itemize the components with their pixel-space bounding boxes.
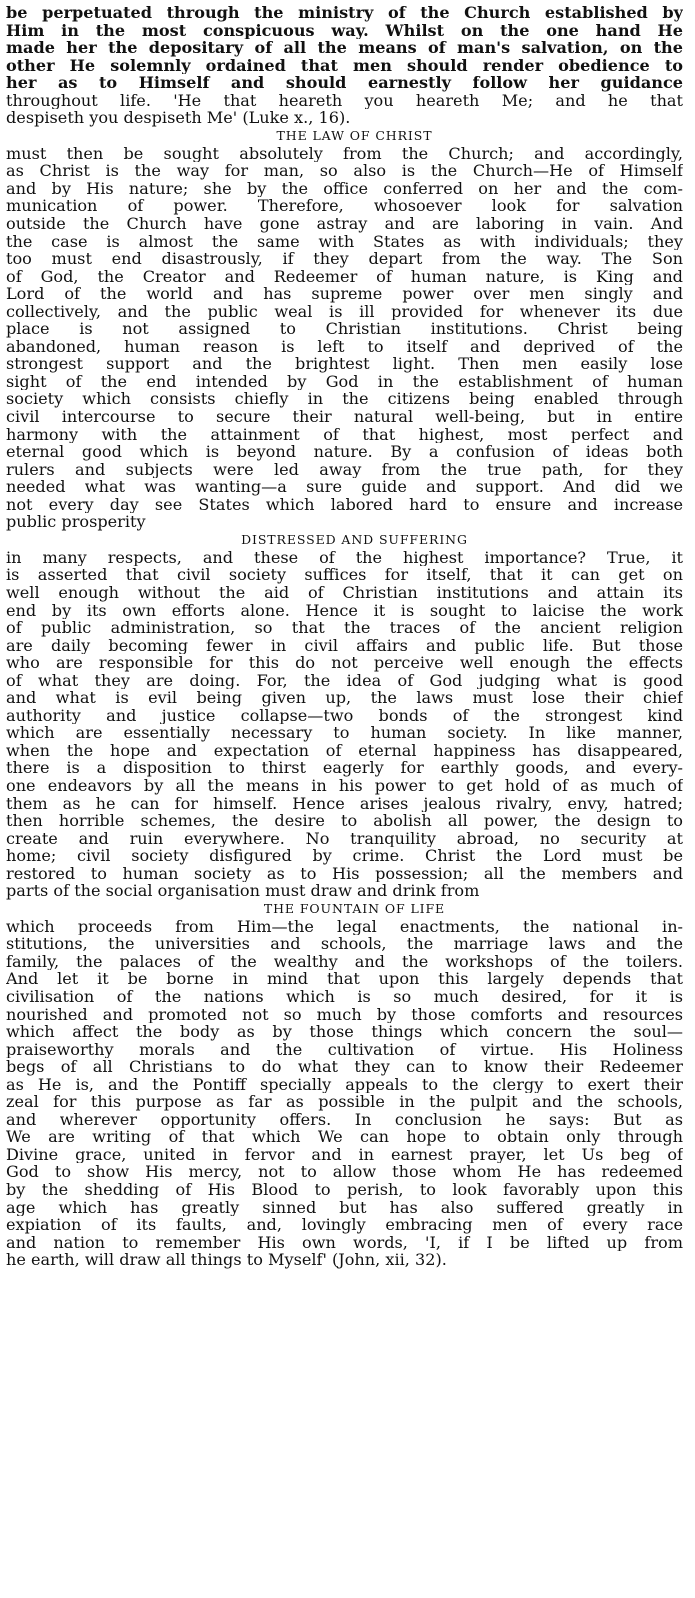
text-line: of public administration, so that the traces of the ancient religion — [6, 619, 683, 637]
text-line: sight of the end intended by God in the establishment of human — [6, 372, 683, 391]
text-line: collectively, and the public weal is ill provided for whenever its due — [6, 302, 683, 321]
text-line: there is a disposition to thirst eagerly for earthly goods, and every- — [6, 759, 683, 777]
text-line: when the hope and expectation of eternal happiness has disappeared, — [6, 741, 683, 760]
text-line: home; civil society disfigured by crime. Christ the Lord must be — [6, 847, 683, 865]
text-line: in many respects, and these of the highest importance? True, it — [6, 548, 683, 567]
text-line: society which consists chiefly in the citizens being enabled through — [6, 390, 683, 409]
text-line: too must end disastrously, if they depart from the way. The Son — [6, 250, 683, 268]
text-line: outside the Church have gone astray and are laboring in vain. And — [6, 215, 683, 233]
text-line: and wherever opportunity offers. In conclusion he says: But as — [6, 1110, 683, 1129]
text-line: of God, the Creator and Redeemer of human nature, is King and — [6, 267, 683, 286]
text-line: create and ruin everywhere. No tranquility abroad, no security at — [6, 829, 683, 848]
paragraph — [6, 4, 683, 127]
text-line: then horrible schemes, the desire to abolish all power, the design to — [6, 812, 683, 830]
text-line: and what is evil being given up, the laws must lose their chief — [6, 689, 683, 707]
text-line: and nation to remember His own words, 'I, if I be lifted up from — [6, 1233, 683, 1252]
text-line: Divine grace, united in fervor and in earnest prayer, let Us beg of — [6, 1145, 683, 1164]
text-line: God to show His mercy, not to allow those whom He has redeemed — [6, 1163, 683, 1181]
paragraph — [6, 145, 683, 531]
text-line: harmony with the attainment of that highest, most perfect and — [6, 425, 683, 444]
text-line: as Christ is the way for man, so also is the Church—He of Himself — [6, 162, 683, 180]
section-heading: DISTRESSED AND SUFFERING — [241, 531, 468, 547]
text-line: civilisation of the nations which is so much desired, for it is — [6, 987, 683, 1006]
text-line: rulers and subjects were led away from the true path, for they — [6, 460, 683, 479]
text-line: which affect the body as by those things which concern the soul— — [6, 1023, 683, 1041]
text-line: eternal good which is beyond nature. By a confusion of ideas both — [6, 443, 683, 461]
text-line: And let it be borne in mind that upon this largely depends that — [6, 970, 683, 988]
text-line: civil intercourse to secure their natural well-being, but in entire — [6, 408, 683, 426]
text-line: munication of power. Therefore, whosoever look for salvation — [6, 197, 683, 216]
text-line: We are writing of that which We can hope to obtain only through — [6, 1128, 683, 1146]
paragraph — [6, 549, 683, 900]
text-line: zeal for this purpose as far as possible in the pulpit and the schools, — [6, 1093, 683, 1111]
text-line: restored to human society as to His possession; all the members and — [6, 864, 683, 883]
text-line: the case is almost the same with States as with individuals; they — [6, 232, 683, 251]
text-line: age which has greatly sinned but has also suffered greatly in — [6, 1198, 683, 1217]
text-line: must then be sought absolutely from the Church; and accordingly, — [6, 144, 683, 163]
text-line: well enough without the aid of Christian institutions and attain its — [6, 583, 683, 602]
text-line: parts of the social organisation must draw and drink from — [6, 882, 480, 900]
text-line: her as to Himself and should earnestly follow her guidance — [6, 74, 683, 92]
text-line: begs of all Christians to do what they can to know their Redeemer — [6, 1058, 683, 1076]
text-line: who are responsible for this do not perceive well enough the effects — [6, 654, 683, 672]
text-line: as He is, and the Pontiff specially appeals to the clergy to exert their — [6, 1075, 683, 1094]
text-line: expiation of its faults, and, lovingly embracing men of every race — [6, 1216, 683, 1234]
text-line: of what they are doing. For, the idea of God judging what is good — [6, 671, 683, 690]
text-line: not every day see States which labored hard to ensure and increase — [6, 495, 683, 514]
text-line: made her the depositary of all the means of man's salvation, on the — [6, 39, 683, 57]
text-line: and by His nature; she by the office conferred on her and the com- — [6, 179, 683, 198]
text-line: which proceeds from Him—the legal enactments, the national in- — [6, 917, 683, 936]
text-line: public prosperity — [6, 513, 146, 531]
text-line: he earth, will draw all things to Myself' (John, xii, 32). — [6, 1251, 447, 1269]
text-line: throughout life. 'He that heareth you heareth Me; and he that — [6, 91, 683, 110]
text-line: which are essentially necessary to human society. In like manner, — [6, 724, 683, 742]
text-line: them as he can for himself. Hence arises jealous rivalry, envy, hatred; — [6, 794, 683, 813]
section-heading: THE FOUNTAIN OF LIFE — [263, 900, 446, 916]
paragraph — [6, 918, 683, 1269]
text-line: are daily becoming fewer in civil affairs and public life. But those — [6, 636, 683, 655]
text-line: is asserted that civil society suffices for itself, that it can get on — [6, 566, 683, 584]
text-line: by the shedding of His Blood to perish, to look favorably upon this — [6, 1181, 683, 1199]
text-line: authority and justice collapse—two bonds of the strongest kind — [6, 706, 683, 725]
text-line: Him in the most conspicuous way. Whilst on the one hand He — [6, 21, 683, 40]
text-line: place is not assigned to Christian institutions. Christ being — [6, 320, 683, 338]
text-line: abandoned, human reason is left to itself and deprived of the — [6, 337, 683, 356]
text-line: stitutions, the universities and schools, the marriage laws and the — [6, 935, 683, 953]
text-line: other He solemnly ordained that men should render obedience to — [6, 56, 683, 75]
text-line: strongest support and the brightest light. Then men easily lose — [6, 355, 683, 373]
text-line: one endeavors by all the means in his power to get hold of as much of — [6, 776, 683, 795]
text-line: Lord of the world and has supreme power over men singly and — [6, 285, 683, 303]
text-line: family, the palaces of the wealthy and the workshops of the toilers. — [6, 952, 683, 971]
text-line: praiseworthy morals and the cultivation of virtue. His Holiness — [6, 1040, 683, 1059]
text-line: despiseth you despiseth Me' (Luke x., 16). — [6, 109, 351, 127]
text-line: end by its own efforts alone. Hence it is sought to laicise the work — [6, 601, 683, 620]
article-body — [6, 4, 683, 1269]
text-line: be perpetuated through the ministry of the Church established by — [6, 4, 683, 22]
text-line: needed what was wanting—a sure guide and support. And did we — [6, 478, 683, 496]
text-line: nourished and promoted not so much by those comforts and resources — [6, 1005, 683, 1024]
section-heading: THE LAW OF CHRIST — [276, 127, 433, 143]
